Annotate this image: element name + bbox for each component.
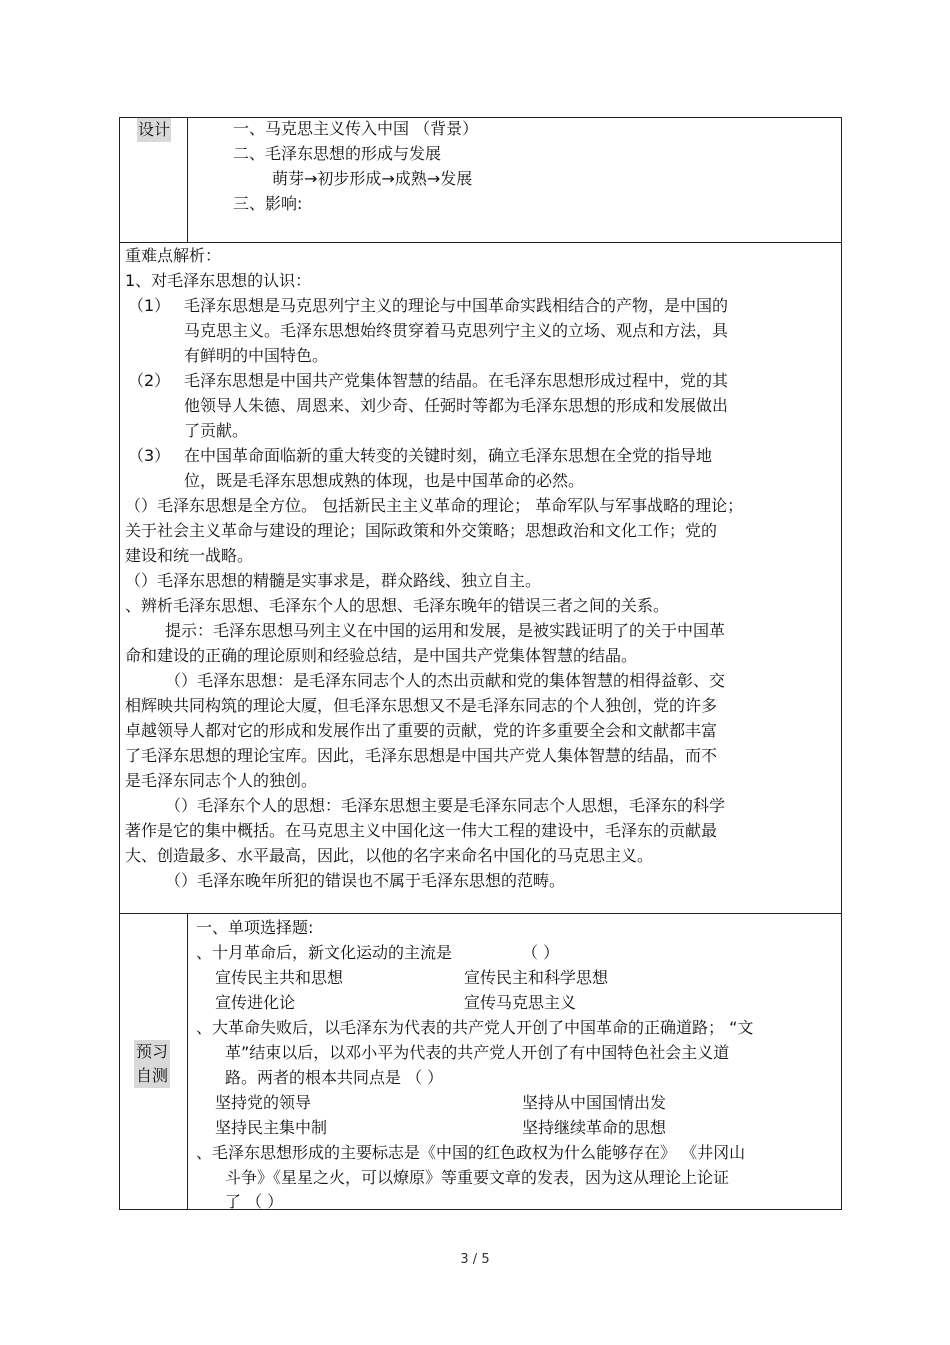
analysis-p3-l2: 位，既是毛泽东思想成熟的体现，也是中国革命的必然。 <box>184 471 585 490</box>
analysis-p7-l3: 卓越领导人都对它的形成和发展作出了重要的贡献，党的许多重要全会和文献都丰富 <box>125 721 718 740</box>
analysis-hint-l1: 提示：毛泽东思想马列主义在中国的运用和发展，是被实践证明了的关于中国革 <box>165 621 726 640</box>
analysis-p1-l2: 马克思主义。毛泽东思想始终贯穿着马克思列宁主义的立场、观点和方法，具 <box>184 321 729 340</box>
analysis-p3-l1: 在中国革命面临新的重大转变的关键时刻，确立毛泽东思想在全党的指导地 <box>184 446 713 465</box>
analysis-p4-l1: （）毛泽东思想是全方位。 包括新民主主义革命的理论； 革命军队与军事战略的理论； <box>125 496 744 515</box>
analysis-p9: （）毛泽东晚年所犯的错误也不属于毛泽东思想的范畴。 <box>165 871 566 890</box>
analysis-p7-l1: （）毛泽东思想：是毛泽东同志个人的杰出贡献和党的集体智慧的相得益彰、交 <box>165 671 726 690</box>
design-line-3: 萌芽→初步形成→成熟→发展 <box>272 169 473 188</box>
analysis-p7-l5: 是毛泽东同志个人的独创。 <box>125 771 318 790</box>
analysis-p8-l2: 著作是它的集中概括。在马克思主义中国化这一伟大工程的建设中，毛泽东的贡献最 <box>125 821 718 840</box>
analysis-num-2: （2） <box>128 371 171 390</box>
analysis-p1-l3: 有鲜明的中国特色。 <box>184 346 329 365</box>
q1-option-b: 宣传民主和科学思想 <box>464 968 609 987</box>
analysis-num-3: （3） <box>128 446 171 465</box>
q1-option-c: 宣传进化论 <box>215 993 296 1012</box>
analysis-p2-l1: 毛泽东思想是中国共产党集体智慧的结晶。在毛泽东思想形成过程中，党的其 <box>184 371 729 390</box>
analysis-hint-l2: 命和建设的正确的理论原则和经验总结，是中国共产党集体智慧的结晶。 <box>125 646 638 665</box>
analysis-num-1: （1） <box>128 296 171 315</box>
q1-option-d: 宣传马克思主义 <box>464 993 577 1012</box>
design-line-2: 二、毛泽东思想的形成与发展 <box>233 144 442 163</box>
analysis-subheading: 1、对毛泽东思想的认识： <box>125 271 312 290</box>
question-3-l3: 了 （ ） <box>225 1192 284 1211</box>
analysis-p8-l1: （）毛泽东个人的思想：毛泽东思想主要是毛泽东同志个人思想，毛泽东的科学 <box>165 796 726 815</box>
q1-option-a: 宣传民主共和思想 <box>215 968 344 987</box>
analysis-heading: 重难点解析： <box>125 246 222 265</box>
design-line-1: 一、马克思主义传入中国 （背景） <box>233 119 479 138</box>
question-2-l1: 、大革命失败后，以毛泽东为代表的共产党人开创了中国革命的正确道路； “文 <box>196 1018 754 1037</box>
row-divider-2 <box>120 913 841 914</box>
analysis-p1-l1: 毛泽东思想是马克思列宁主义的理论与中国革命实践相结合的产物，是中国的 <box>184 296 729 315</box>
row-divider-1 <box>120 242 841 243</box>
design-label: 设计 <box>137 118 171 142</box>
pretest-column-divider <box>187 913 188 1210</box>
page-number: 3 / 5 <box>460 1252 490 1267</box>
pretest-label: 预习 自测 <box>134 1040 170 1088</box>
analysis-p7-l2: 相辉映共同构筑的理论大厦，但毛泽东思想又不是毛泽东同志的个人独创，党的许多 <box>125 696 718 715</box>
question-2-l2: 革”结束以后，以邓小平为代表的共产党人开创了有中国特色社会主义道 <box>225 1043 730 1062</box>
design-line-4: 三、影响: <box>233 194 303 213</box>
analysis-p4-l2: 关于社会主义革命与建设的理论；国际政策和外交策略；思想政治和文化工作；党的 <box>125 521 718 540</box>
q2-option-b: 坚持从中国国情出发 <box>522 1093 667 1112</box>
q2-option-a: 坚持党的领导 <box>215 1093 312 1112</box>
analysis-p2-l2: 他领导人朱德、周恩来、刘少奇、任弼时等都为毛泽东思想的形成和发展做出 <box>184 396 729 415</box>
pretest-heading: 一、单项选择题: <box>196 918 314 937</box>
analysis-p5: （）毛泽东思想的精髓是实事求是，群众路线、独立自主。 <box>125 571 542 590</box>
analysis-p7-l4: 了毛泽东思想的理论宝库。因此，毛泽东思想是中国共产党人集体智慧的结晶，而不 <box>125 746 718 765</box>
question-3-l2: 斗争》《星星之火，可以燎原》等重要文章的发表，因为这从理论上论证 <box>225 1168 730 1187</box>
question-1-blank: （ ） <box>522 943 560 962</box>
analysis-p6: 、辨析毛泽东思想、毛泽东个人的思想、毛泽东晚年的错误三者之间的关系。 <box>125 596 670 615</box>
question-3-l1: 、毛泽东思想形成的主要标志是《中国的红色政权为什么能够存在》 《井冈山 <box>196 1143 746 1162</box>
question-1: 、十月革命后，新文化运动的主流是 <box>196 943 453 962</box>
design-column-divider <box>187 118 188 242</box>
question-2-l3: 路。两者的根本共同点是 （ ） <box>225 1068 444 1087</box>
analysis-p2-l3: 了贡献。 <box>184 421 249 440</box>
q2-option-c: 坚持民主集中制 <box>215 1118 328 1137</box>
analysis-p4-l3: 建设和统一战略。 <box>125 546 254 565</box>
analysis-p8-l3: 大、创造最多、水平最高，因此，以他的名字来命名中国化的马克思主义。 <box>125 846 654 865</box>
q2-option-d: 坚持继续革命的思想 <box>522 1118 667 1137</box>
